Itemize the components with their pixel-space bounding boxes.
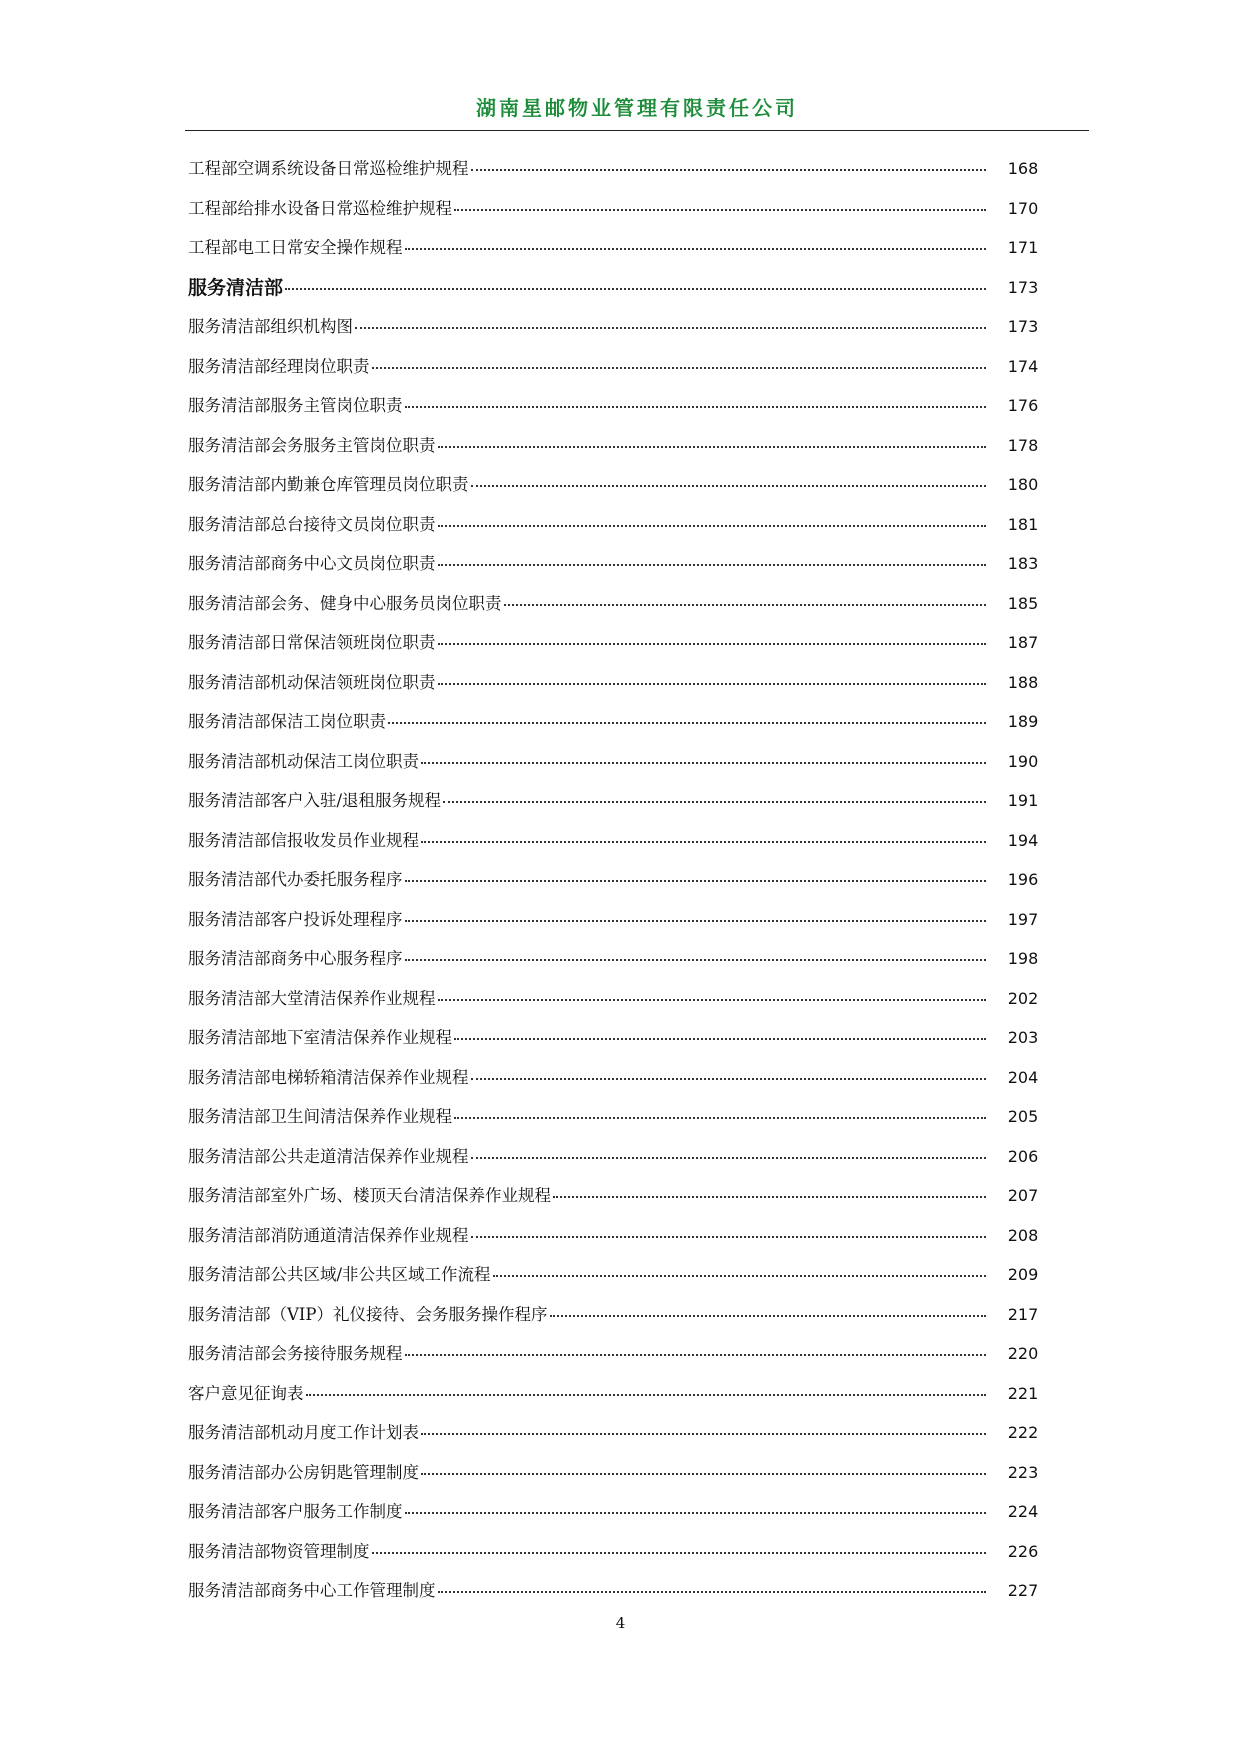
dot-leader [438,683,986,685]
toc-entry[interactable] [188,1463,1048,1503]
toc-entry-title: 服务清洁部保洁工岗位职责 [188,712,386,731]
toc-entry[interactable] [188,673,1048,713]
toc-entry-title: 服务清洁部（VIP）礼仪接待、会务服务操作程序 [188,1304,548,1324]
dot-leader [471,485,986,487]
toc-entry[interactable] [188,1186,1048,1226]
toc-entry[interactable] [188,238,1048,278]
toc-entry-page: 223 [1007,1462,1039,1482]
dot-leader [471,1078,986,1080]
toc-entry-title: 服务清洁部公共区域/非公共区域工作流程 [188,1265,491,1284]
toc-entry-title: 服务清洁部总台接待文员岗位职责 [188,514,436,534]
toc-entry[interactable] [188,1423,1048,1463]
toc-entry[interactable] [188,317,1048,357]
dot-leader [553,1196,986,1198]
toc-entry-page: 178 [1007,435,1039,455]
toc-entry-page: 174 [1007,356,1039,376]
toc-entry-title: 工程部给排水设备日常巡检维护规程 [188,198,452,218]
toc-entry-title: 服务清洁部经理岗位职责 [188,356,370,376]
toc-entry-title: 服务清洁部组织机构图 [188,317,353,336]
toc-entry-page: 183 [1007,554,1039,573]
dot-leader [405,959,986,961]
toc-entry[interactable] [188,594,1048,634]
toc-entry[interactable] [188,870,1048,910]
toc-entry[interactable] [188,199,1048,239]
dot-leader [372,367,986,369]
dot-leader [550,1315,986,1317]
dot-leader [306,1394,986,1396]
dot-leader [454,1117,986,1119]
company-name: 湖南星邮物业管理有限责任公司 [476,96,798,120]
toc-entry-page: 224 [1007,1502,1039,1521]
toc-entry[interactable] [188,989,1048,1029]
dot-leader [405,248,986,250]
toc-entry[interactable] [188,396,1048,436]
dot-leader [471,169,986,171]
toc-entry[interactable] [188,475,1048,515]
toc-entry[interactable] [188,633,1048,673]
dot-leader [454,209,986,211]
dot-leader [405,406,986,408]
toc-entry-title: 工程部空调系统设备日常巡检维护规程 [188,159,469,178]
toc-entry-page: 171 [1007,238,1039,257]
toc-entry[interactable] [188,515,1048,555]
toc-entry-title: 服务清洁部内勤兼仓库管理员岗位职责 [188,475,469,494]
toc-entry[interactable] [188,1028,1048,1068]
dot-leader [421,1433,986,1435]
toc-entry-title: 服务清洁部机动月度工作计划表 [188,1423,419,1442]
dot-leader [438,525,986,527]
toc-entry-page: 203 [1007,1028,1039,1047]
toc-entry-page: 220 [1007,1344,1039,1363]
dot-leader [421,762,986,764]
toc-entry-title: 服务清洁部办公房钥匙管理制度 [188,1462,419,1482]
page-number: 4 [615,1614,626,1632]
toc-entry-title: 服务清洁部客户入驻/退租服务规程 [188,791,442,810]
dot-leader [504,604,986,606]
dot-leader [355,327,986,329]
toc-entry-page: 173 [1007,277,1039,297]
toc-entry[interactable] [188,554,1048,594]
toc-entry-page: 180 [1007,475,1039,494]
dot-leader [421,841,986,843]
toc-entry[interactable] [188,1226,1048,1266]
toc-entry-title: 服务清洁部卫生间清洁保养作业规程 [188,1107,452,1126]
toc-entry-title: 服务清洁部地下室清洁保养作业规程 [188,1028,452,1047]
toc-entry-page: 208 [1007,1225,1039,1245]
toc-entry-page: 173 [1007,317,1039,336]
toc-entry-page: 209 [1007,1265,1039,1284]
dot-leader [285,288,986,290]
toc-entry[interactable] [188,1147,1048,1187]
toc-entry-page: 217 [1007,1304,1039,1324]
toc-entry-page: 205 [1007,1107,1039,1126]
toc-entry-title: 服务清洁部消防通道清洁保养作业规程 [188,1225,469,1245]
toc-entry[interactable] [188,1305,1048,1345]
toc-entry-page: 189 [1007,712,1039,731]
dot-leader [493,1275,986,1277]
dot-leader [438,999,986,1001]
toc-entry[interactable] [188,357,1048,397]
toc-entry-page: 222 [1007,1423,1039,1442]
toc-entry-page: 191 [1007,791,1039,810]
toc-entry-title: 服务清洁部机动保洁工岗位职责 [188,751,419,771]
toc-entry-title: 服务清洁部服务主管岗位职责 [188,396,403,415]
toc-entry-page: 226 [1007,1541,1039,1561]
toc-entry[interactable] [188,1542,1048,1582]
toc-entry-title: 服务清洁部公共走道清洁保养作业规程 [188,1146,469,1166]
toc-entry-page: 207 [1007,1186,1039,1205]
toc-entry-page: 187 [1007,633,1039,652]
toc-entry-title: 服务清洁部会务接待服务规程 [188,1344,403,1363]
toc-entry-title: 服务清洁部日常保洁领班岗位职责 [188,633,436,652]
toc-entry-title: 服务清洁部商务中心服务程序 [188,949,403,968]
toc-entry-title: 客户意见征询表 [188,1383,304,1403]
toc-entry-page: 176 [1007,396,1039,415]
toc-entry-title: 工程部电工日常安全操作规程 [188,238,403,257]
dot-leader [471,1157,986,1159]
toc-entry-title: 服务清洁部会务服务主管岗位职责 [188,435,436,455]
toc-entry[interactable] [188,949,1048,989]
toc-entry-title: 服务清洁部机动保洁领班岗位职责 [188,672,436,692]
toc-entry-page: 204 [1007,1067,1039,1087]
toc-entry-page: 202 [1007,988,1039,1008]
dot-leader [388,722,986,724]
dot-leader [405,1354,986,1356]
dot-leader [372,1552,986,1554]
toc-entry-page: 194 [1007,830,1039,850]
toc-entry[interactable] [188,159,1048,199]
dot-leader [438,564,986,566]
page-header [185,92,1089,131]
toc-entry-title: 服务清洁部大堂清洁保养作业规程 [188,988,436,1008]
toc-entry[interactable] [188,1265,1048,1305]
toc-entry-page: 185 [1007,593,1039,613]
toc-entry-title: 服务清洁部电梯轿箱清洁保养作业规程 [188,1067,469,1087]
dot-leader [405,1512,986,1514]
toc-entry-page: 190 [1007,751,1039,771]
toc-entry-page: 170 [1007,198,1039,218]
toc-entry[interactable] [188,1344,1048,1384]
toc-section-heading[interactable] [188,278,1048,318]
toc-entry-title: 服务清洁部室外广场、楼顶天台清洁保养作业规程 [188,1186,551,1205]
toc-entry-title: 服务清洁部客户投诉处理程序 [188,909,403,929]
toc-entry[interactable] [188,712,1048,752]
toc-entry-title: 服务清洁部代办委托服务程序 [188,870,403,889]
toc-entry[interactable] [188,752,1048,792]
toc-entry-title: 服务清洁部客户服务工作制度 [188,1502,403,1521]
toc-entry[interactable] [188,791,1048,831]
toc-entry-title: 服务清洁部物资管理制度 [188,1541,370,1561]
toc-entry-page: 181 [1007,514,1039,534]
toc-entry[interactable] [188,1384,1048,1424]
toc-entry-page: 206 [1007,1146,1039,1166]
toc-entry[interactable] [188,1502,1048,1542]
dot-leader [471,1236,986,1238]
toc-entry-title: 服务清洁部商务中心工作管理制度 [188,1581,436,1600]
toc-entry-page: 196 [1007,870,1039,889]
toc-entry[interactable] [188,1068,1048,1108]
dot-leader [443,801,986,803]
toc-entry-title: 服务清洁部 [188,276,284,299]
toc-entry[interactable] [188,831,1048,871]
dot-leader [405,920,986,922]
toc-entry-page: 188 [1007,672,1039,692]
dot-leader [421,1473,986,1475]
table-of-contents [188,159,1048,1621]
toc-entry-title: 服务清洁部信报收发员作业规程 [188,830,419,850]
toc-entry-page: 227 [1007,1581,1039,1600]
toc-entry-title: 服务清洁部商务中心文员岗位职责 [188,554,436,573]
toc-entry[interactable] [188,1107,1048,1147]
toc-entry-page: 168 [1007,159,1039,178]
toc-entry-title: 服务清洁部会务、健身中心服务员岗位职责 [188,593,502,613]
toc-entry-page: 221 [1007,1383,1039,1403]
dot-leader [438,1591,986,1593]
dot-leader [405,880,986,882]
toc-entry-page: 198 [1007,949,1039,968]
dot-leader [454,1038,986,1040]
toc-entry[interactable] [188,436,1048,476]
dot-leader [438,643,986,645]
dot-leader [438,446,986,448]
toc-entry-page: 197 [1007,909,1039,929]
toc-entry[interactable] [188,910,1048,950]
